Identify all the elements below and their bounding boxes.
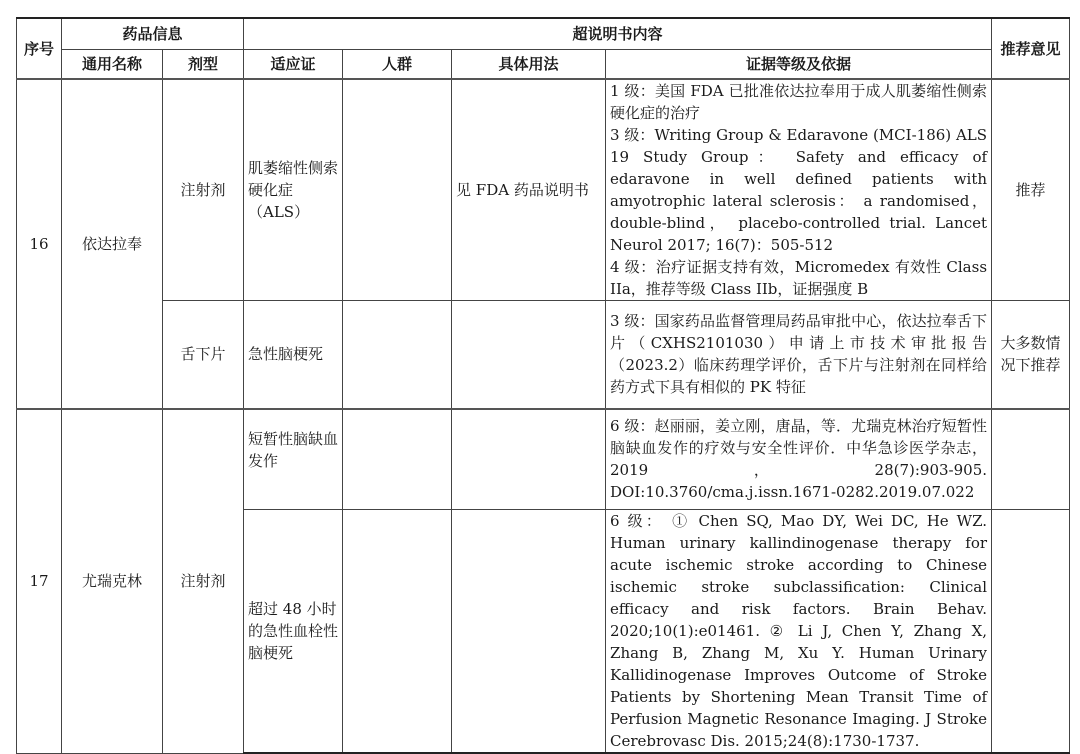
row-indication: 急性脑梗死 [244, 301, 343, 409]
row-indication: 超过 48 小时的急性血栓性脑梗死 [244, 510, 343, 754]
header-recommendation: 推荐意见 [992, 18, 1070, 79]
row-usage [452, 409, 606, 510]
row-dosage-form: 注射剂 [163, 79, 244, 301]
row-usage [452, 510, 606, 754]
header-seq: 序号 [17, 18, 62, 79]
table-row [17, 301, 1070, 409]
header-row-2 [17, 49, 1070, 79]
header-off-label-content: 超说明书内容 [244, 18, 992, 49]
row-population [343, 79, 452, 301]
header-row-1 [17, 18, 1070, 49]
row-recommendation: 大多数情况下推荐 [992, 301, 1070, 409]
header-population: 人群 [343, 49, 452, 79]
row-seq: 16 [17, 79, 62, 409]
row-seq: 17 [17, 409, 62, 754]
header-generic-name: 通用名称 [62, 49, 163, 79]
row-recommendation: 推荐 [992, 79, 1070, 301]
row-evidence: 6 级：赵丽丽，姜立刚，唐晶，等．尤瑞克林治疗短暂性脑缺血发作的疗效与安全性评价．中华急诊医学杂志，2019，28(7):903-905. DOI:10.3760/cma.j.issn.1671-0282.2019.07.022 [606, 409, 992, 510]
header-dosage-form: 剂型 [163, 49, 244, 79]
row-indication: 短暂性脑缺血发作 [244, 409, 343, 510]
row-recommendation [992, 510, 1070, 754]
row-population [343, 301, 452, 409]
header-drug-info: 药品信息 [62, 18, 244, 49]
row-generic-name: 依达拉奉 [62, 79, 163, 409]
row-recommendation [992, 409, 1070, 510]
row-population [343, 409, 452, 510]
header-usage: 具体用法 [452, 49, 606, 79]
header-evidence: 证据等级及依据 [606, 49, 992, 79]
row-evidence: 1 级：美国 FDA 已批准依达拉奉用于成人肌萎缩性侧索硬化症的治疗 3 级：Writing Group & Edaravone (MCI-186) ALS 19 Study Group： Safety and efficacy of edaravone in well defined patients with amyotrophic lateral sclerosis： a randomised， double-blind， placebo-controlled trial. Lancet Neurol 2017; 16(7)：505-512 4 级：治疗证据支持有效，Micromedex 有效性 Class IIa，推荐等级 Class IIb，证据强度 B [606, 79, 992, 301]
row-population [343, 510, 452, 754]
row-evidence: 3 级：国家药品监督管理局药品审批中心，依达拉奉舌下片（CXHS2101030）申请上市技术审批报告（2023.2）临床药理学评价，舌下片与注射剂在同样给药方式下具有相似的 PK 特征 [606, 301, 992, 409]
row-usage [452, 301, 606, 409]
row-dosage-form: 注射剂 [163, 409, 244, 754]
table-row [17, 409, 1070, 510]
header-indication: 适应证 [244, 49, 343, 79]
row-generic-name: 尤瑞克林 [62, 409, 163, 754]
table-row [17, 79, 1070, 301]
row-indication: 肌萎缩性侧索硬化症（ALS） [244, 79, 343, 301]
row-dosage-form: 舌下片 [163, 301, 244, 409]
off-label-drug-table [16, 17, 1070, 754]
row-usage: 见 FDA 药品说明书 [452, 79, 606, 301]
row-evidence: 6 级： ① Chen SQ, Mao DY, Wei DC, He WZ. Human urinary kallindinogenase therapy for acute ischemic stroke according to Chinese ischemic stroke subclassification: Clinical efficacy and risk factors. Brain Behav. 2020;10(1):e01461. ② Li J, Chen Y, Zhang X, Zhang B, Zhang M, Xu Y. Human Urinary Kallidinogenase Improves Outcome of Stroke Patients by Shortening Mean Transit Time of Perfusion Magnetic Resonance Imaging. J Stroke Cerebrovasc Dis. 2015;24(8):1730-1737. [606, 510, 992, 754]
